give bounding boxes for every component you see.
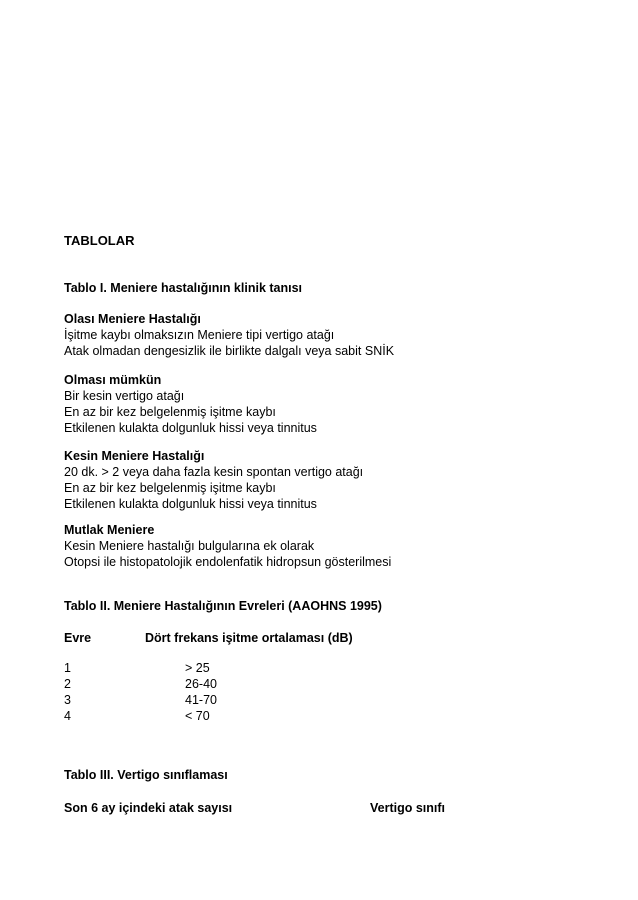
table2-stage-cell: 3 xyxy=(64,693,71,707)
table1-section-certain xyxy=(64,522,391,570)
table1-section-possible xyxy=(64,311,394,359)
section-line: Etkilenen kulakta dolgunluk hissi veya tinnitus xyxy=(64,421,317,435)
section-line: İşitme kaybı olmaksızın Meniere tipi vertigo atağı xyxy=(64,328,335,342)
section-title: Mutlak Meniere xyxy=(64,523,155,537)
section-line: Otopsi ile histopatolojik endolenfatik hidropsun gösterilmesi xyxy=(64,555,392,569)
section-line: 20 dk. > 2 veya daha fazla kesin spontan vertigo atağı xyxy=(64,465,364,479)
table2-stage-cell: 4 xyxy=(64,709,71,723)
section-line: Kesin Meniere hastalığı bulgularına ek olarak xyxy=(64,539,315,553)
section-line: En az bir kez belgelenmiş işitme kaybı xyxy=(64,481,276,495)
table1-title: Tablo I. Meniere hastalığının klinik tanısı xyxy=(64,281,303,295)
table3-col-class-header: Vertigo sınıfı xyxy=(370,801,446,815)
section-title: Olması mümkün xyxy=(64,373,162,387)
table2-title: Tablo II. Meniere Hastalığının Evreleri (AAOHNS 1995) xyxy=(64,599,382,613)
table2-value-cell: > 25 xyxy=(185,661,210,675)
table2-stage-cell: 2 xyxy=(64,677,71,691)
section-title: Kesin Meniere Hastalığı xyxy=(64,449,205,463)
table2-value-cell: < 70 xyxy=(185,709,210,723)
table2-col-value-header: Dört frekans işitme ortalaması (dB) xyxy=(145,631,353,645)
table3-title: Tablo III. Vertigo sınıflaması xyxy=(64,768,228,782)
table1-section-probable xyxy=(64,372,317,436)
table1-section-definite xyxy=(64,448,363,512)
table2-stage-cell: 1 xyxy=(64,661,71,675)
table2-stage-column xyxy=(64,660,71,724)
table2-value-column xyxy=(185,660,217,724)
section-line: Bir kesin vertigo atağı xyxy=(64,389,185,403)
section-line: Atak olmadan dengesizlik ile birlikte dalgalı veya sabit SNİK xyxy=(64,344,395,358)
table2-col-stage-header: Evre xyxy=(64,631,92,645)
table2-value-cell: 26-40 xyxy=(185,677,217,691)
table3-col-attacks-header: Son 6 ay içindeki atak sayısı xyxy=(64,801,233,815)
section-line: Etkilenen kulakta dolgunluk hissi veya tinnitus xyxy=(64,497,317,511)
section-line: En az bir kez belgelenmiş işitme kaybı xyxy=(64,405,276,419)
page-heading: TABLOLAR xyxy=(64,233,135,248)
section-title: Olası Meniere Hastalığı xyxy=(64,312,201,326)
table2-value-cell: 41-70 xyxy=(185,693,217,707)
